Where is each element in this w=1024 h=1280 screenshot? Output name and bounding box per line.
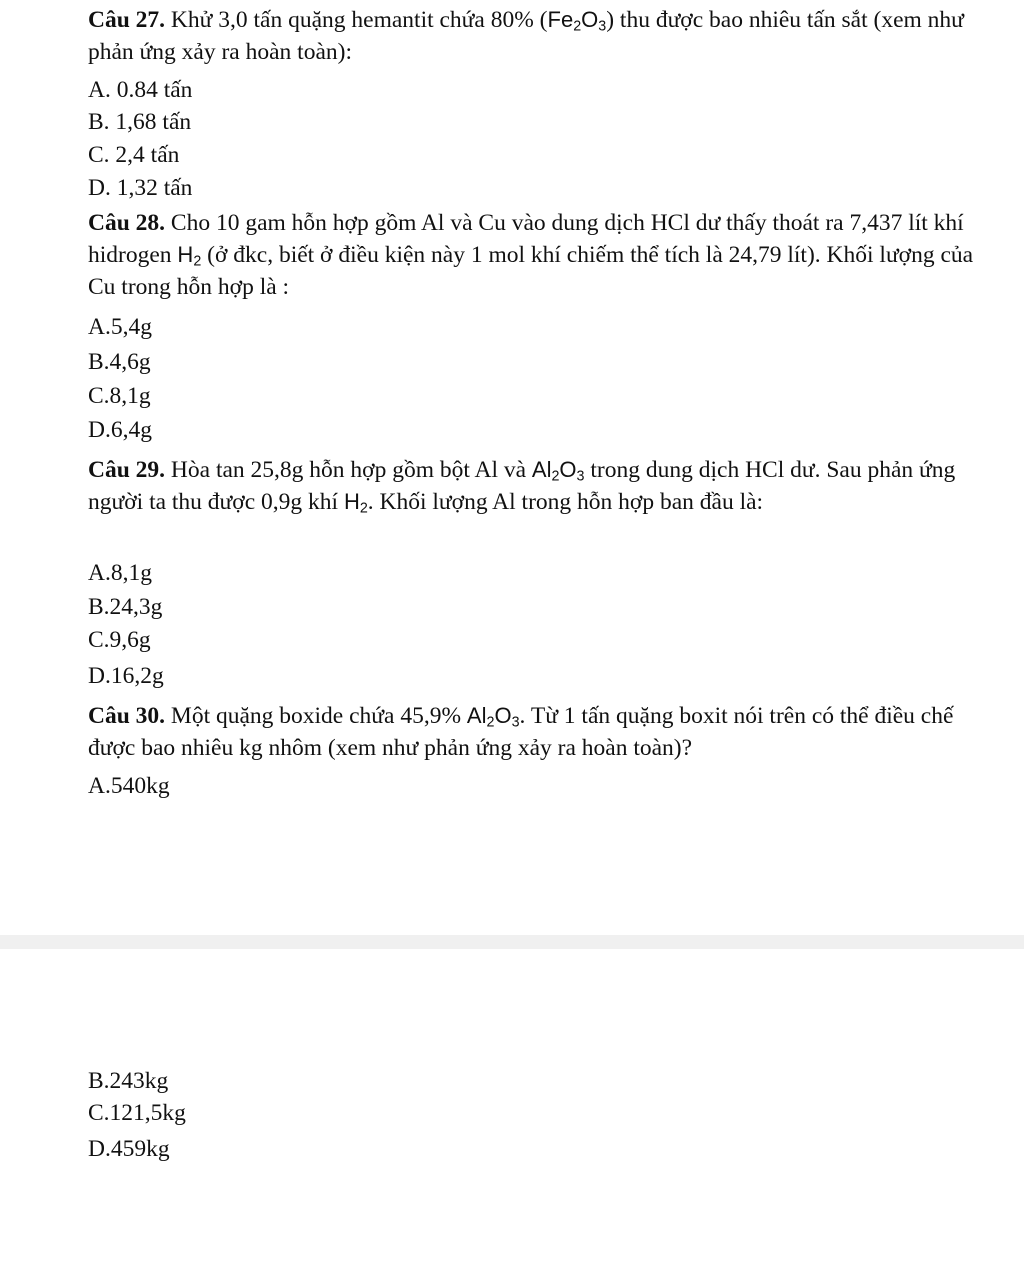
question-28-option-d[interactable]: D.6,4g: [88, 417, 152, 443]
question-30-option-d[interactable]: D.459kg: [88, 1136, 170, 1162]
question-28-text-b: (ở đkc, biết ở điều kiện này 1 mol khí chiếm thể tích là 24,79 lít). Khối lượng của Cu trong hỗn hợp là :: [88, 242, 974, 300]
question-28-option-a[interactable]: A.5,4g: [88, 314, 152, 340]
question-30-number: Câu 30.: [88, 703, 166, 729]
question-27: [88, 4, 998, 68]
question-29-option-b[interactable]: B.24,3g: [88, 594, 163, 620]
question-28-formula: $H_2$: [177, 242, 202, 270]
question-29: [88, 454, 998, 518]
question-30: [88, 700, 998, 764]
question-27-option-d[interactable]: D. 1,32 tấn: [88, 175, 193, 201]
question-29-text-c: . Khối lượng Al trong hỗn hợp ban đầu là:: [367, 489, 764, 515]
question-30-text-b: . Từ 1 tấn quặng boxit nói trên có thể điều chế được bao nhiêu kg nhôm (xem như phản ứng xảy ra hoàn toàn)?: [88, 703, 954, 761]
question-29-option-a[interactable]: A.8,1g: [88, 560, 152, 586]
question-30-option-a[interactable]: A.540kg: [88, 773, 170, 799]
question-28-option-c[interactable]: C.8,1g: [88, 383, 151, 409]
question-29-number: Câu 29.: [88, 457, 166, 483]
question-30-option-b[interactable]: B.243kg: [88, 1068, 169, 1094]
page-separator: [0, 935, 1024, 949]
question-28-number: Câu 28.: [88, 210, 166, 236]
question-30-text-a: Một quặng boxide chứa 45,9%: [165, 703, 467, 729]
question-27-text-a: Khử 3,0 tấn quặng hemantit chứa 80% (: [165, 7, 548, 33]
question-27-option-a[interactable]: A. 0.84 tấn: [88, 77, 193, 103]
question-29-formula-al2o3: $Al_2O_3$: [531, 457, 585, 485]
question-28-option-b[interactable]: B.4,6g: [88, 349, 151, 375]
question-29-text-a: Hòa tan 25,8g hỗn hợp gồm bột Al và: [165, 457, 532, 483]
question-27-formula: $Fe_2O_3$: [547, 7, 607, 35]
question-27-text-b: ) thu được bao nhiêu tấn sắt (xem như phản ứng xảy ra hoàn toàn):: [88, 7, 964, 65]
question-30-formula: $Al_2O_3$: [466, 703, 520, 731]
question-30-option-c[interactable]: C.121,5kg: [88, 1100, 186, 1126]
question-28: [88, 207, 998, 303]
question-27-option-c[interactable]: C. 2,4 tấn: [88, 142, 180, 168]
question-27-number: Câu 27.: [88, 7, 166, 33]
question-29-option-d[interactable]: D.16,2g: [88, 663, 164, 689]
question-27-option-b[interactable]: B. 1,68 tấn: [88, 109, 192, 135]
question-28-text-a: Cho 10 gam hỗn hợp gồm Al và Cu vào dung dịch HCl dư thấy thoát ra 7,437 lít khí hidrogen: [88, 210, 964, 268]
question-29-text-b: trong dung dịch HCl dư. Sau phản ứng người ta thu được 0,9g khí: [88, 457, 956, 515]
question-29-formula-h2: $H_2$: [343, 489, 368, 517]
question-29-option-c[interactable]: C.9,6g: [88, 627, 151, 653]
